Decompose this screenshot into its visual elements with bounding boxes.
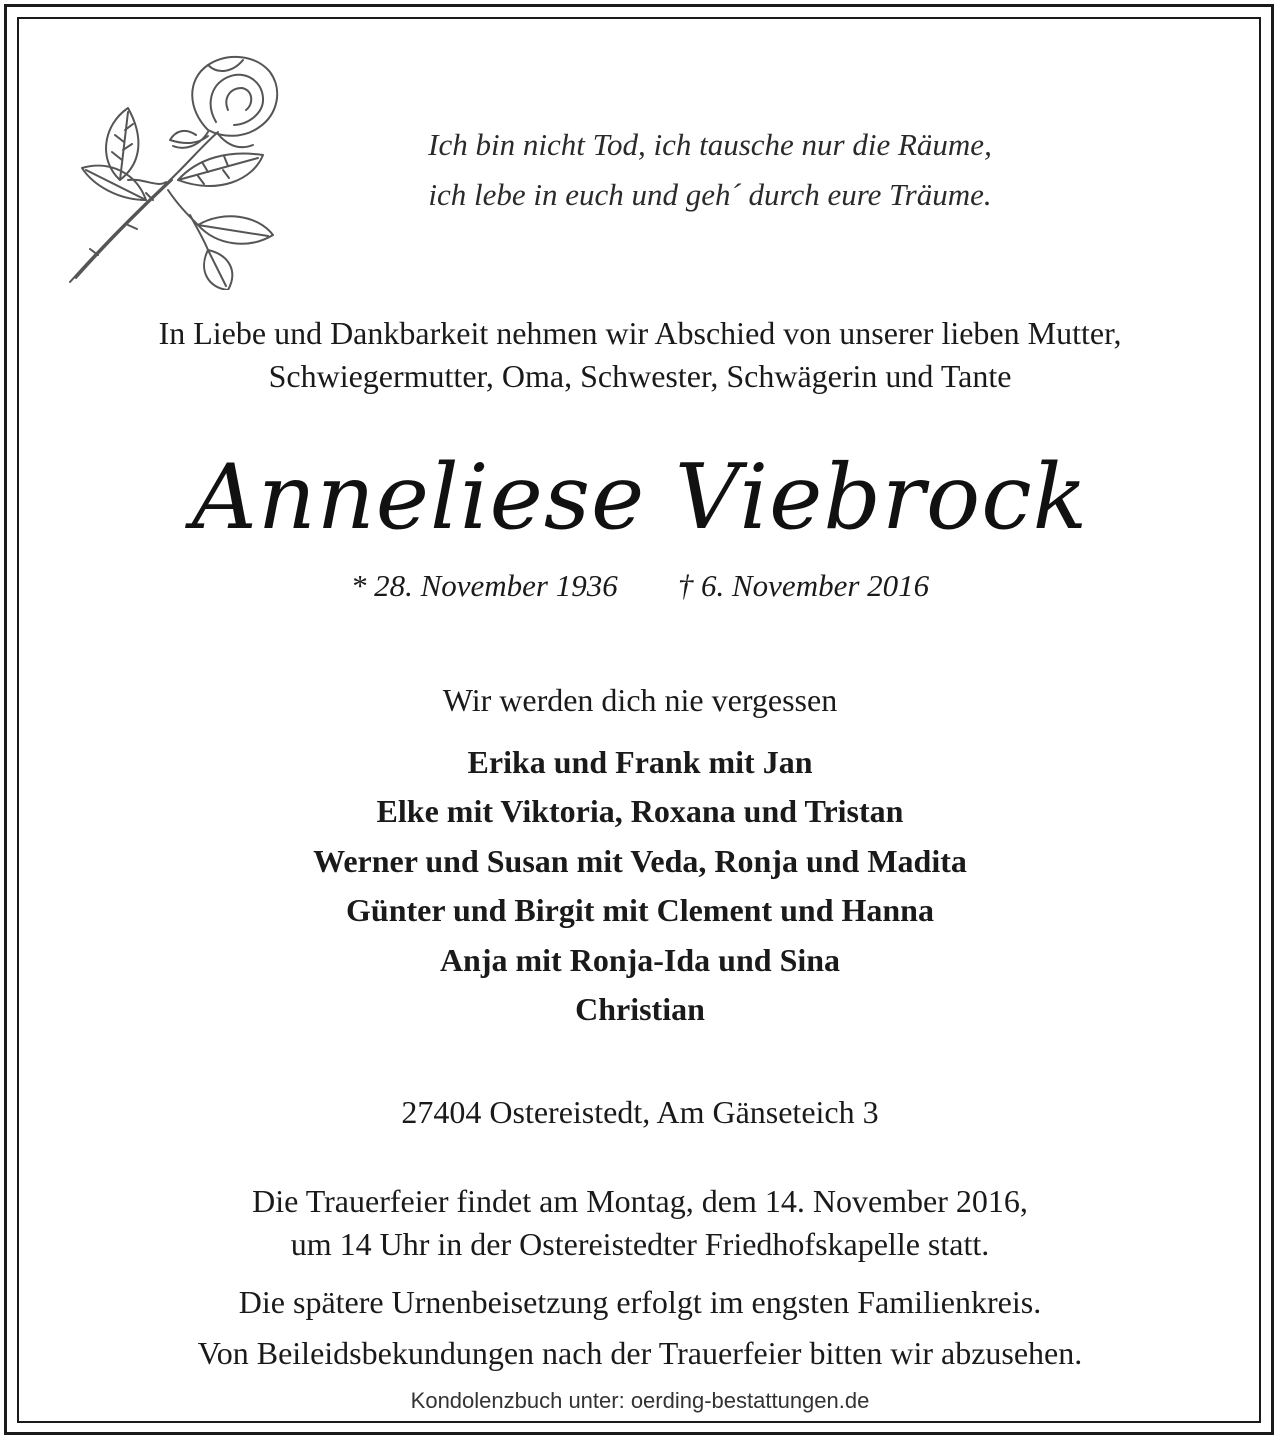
intro-line: In Liebe und Dankbarkeit nehmen wir Abschied von unserer lieben Mutter,: [158, 315, 1122, 351]
address: 27404 Ostereistedt, Am Gänseteich 3: [401, 1094, 879, 1130]
birth-date: * 28. November 1936: [350, 568, 618, 603]
intro-line: Schwiegermutter, Oma, Schwester, Schwägerin und Tante: [268, 358, 1012, 394]
family-list: [40, 738, 1240, 1034]
ceremony-info: [40, 1180, 1240, 1266]
quote-line: Ich bin nicht Tod, ich tausche nur die Räume,: [428, 127, 992, 162]
family-line: Werner und Susan mit Veda, Ronja und Madita: [313, 842, 967, 879]
family-line: Günter und Birgit mit Clement und Hanna: [346, 892, 934, 929]
urn-note: Die spätere Urnenbeisetzung erfolgt im engsten Familienkreis.: [238, 1284, 1042, 1320]
deceased-name: Anneliese Viebrock: [191, 445, 1089, 550]
remembrance-line: Wir werden dich nie vergessen: [442, 682, 838, 718]
intro-text: [40, 312, 1240, 398]
quote-block: [300, 120, 1120, 220]
rose-icon: [58, 50, 288, 290]
family-line: Erika und Frank mit Jan: [467, 744, 813, 780]
condolence-note: Von Beileidsbekundungen nach der Trauerfeier bitten wir abzusehen.: [197, 1335, 1083, 1371]
family-line: Elke mit Viktoria, Roxana und Tristan: [376, 793, 904, 830]
family-line: Anja mit Ronja-Ida und Sina: [439, 941, 841, 978]
ceremony-line: Die Trauerfeier findet am Montag, dem 14. November 2016,: [252, 1183, 1028, 1219]
condolence-book-link[interactable]: Kondolenzbuch unter: oerding-bestattungen.de: [410, 1388, 870, 1413]
life-dates: [40, 566, 1240, 606]
death-date: † 6. November 2016: [677, 568, 930, 603]
quote-line: ich lebe in euch und geh´ durch eure Träume.: [428, 177, 992, 212]
family-line: Christian: [575, 990, 705, 1027]
ceremony-line: um 14 Uhr in der Ostereistedter Friedhofskapelle statt.: [290, 1226, 990, 1262]
